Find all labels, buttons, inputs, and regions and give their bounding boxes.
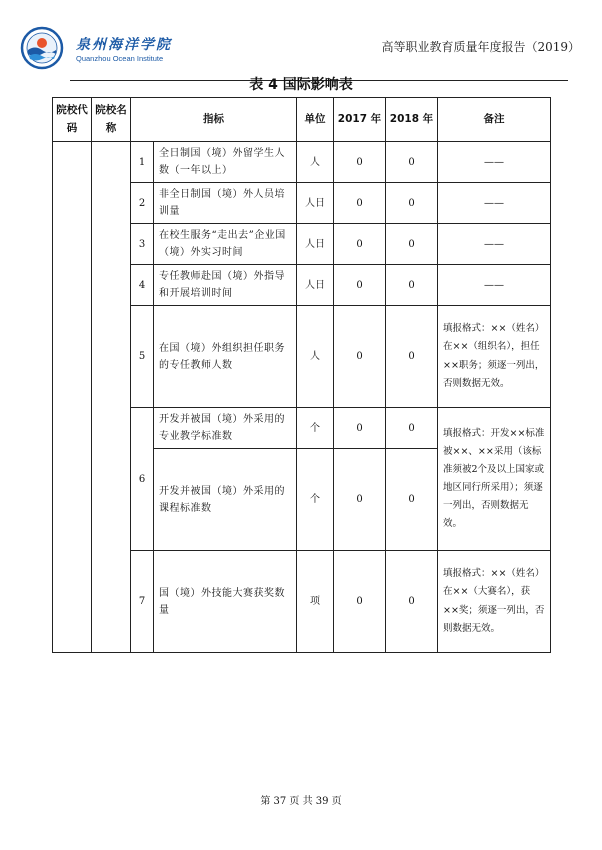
value-2018-cell: 0 (386, 551, 438, 653)
indicator-cell: 专任教师赴国（境）外指导和开展培训时间 (154, 265, 297, 306)
logo-text-en: Quanzhou Ocean Institute (76, 54, 164, 63)
remark-cell: 填报格式：××（姓名）在××（大赛名），获××奖；须逐一列出，否则数据无效。 (438, 551, 551, 653)
value-2018-cell: 0 (386, 265, 438, 306)
row-number: 5 (131, 306, 154, 408)
col-header-remark: 备注 (438, 98, 551, 142)
unit-cell: 人日 (297, 265, 334, 306)
row-number: 4 (131, 265, 154, 306)
col-header-name: 院校名称 (92, 98, 131, 142)
value-2018-cell: 0 (386, 142, 438, 183)
col-header-indicator: 指标 (131, 98, 297, 142)
unit-cell: 个 (297, 408, 334, 449)
value-2017-cell: 0 (334, 265, 386, 306)
value-2018-cell: 0 (386, 183, 438, 224)
table-caption: 表 4 国际影响表 (249, 77, 353, 93)
value-2017-cell: 0 (334, 306, 386, 408)
indicator-cell: 在校生服务“走出去”企业国（境）外实习时间 (154, 224, 297, 265)
logo-text-cn: 泉州海洋学院 (76, 37, 172, 53)
indicator-cell: 全日制国（境）外留学生人数（一年以上） (154, 142, 297, 183)
table-header-row (53, 98, 551, 142)
value-2017-cell: 0 (334, 551, 386, 653)
remark-cell: 填报格式：开发××标准被××、××采用（该标准须被2个及以上国家或地区同行所采用）；须逐一列出，否则数据无效。 (438, 408, 551, 551)
indicator-cell: 开发并被国（境）外采用的专业教学标准数 (154, 408, 297, 449)
remark-cell: —— (438, 183, 551, 224)
remark-cell: —— (438, 265, 551, 306)
indicator-cell: 国（境）外技能大赛获奖数量 (154, 551, 297, 653)
col-header-code: 院校代码 (53, 98, 92, 142)
report-title: 高等职业教育质量年度报告（2019） (381, 40, 580, 54)
value-2018-cell: 0 (386, 306, 438, 408)
col-header-2018: 2018 年 (386, 98, 438, 142)
page-header (18, 26, 584, 68)
col-header-unit: 单位 (297, 98, 334, 142)
page-number: 第 37 页 共 39 页 (260, 796, 342, 807)
unit-cell: 人 (297, 306, 334, 408)
value-2018-cell: 0 (386, 449, 438, 551)
unit-cell: 项 (297, 551, 334, 653)
row-number: 7 (131, 551, 154, 653)
value-2017-cell: 0 (334, 449, 386, 551)
row-number: 6 (131, 408, 154, 551)
remark-cell: —— (438, 224, 551, 265)
table-row (53, 142, 551, 183)
institute-name-cell (92, 142, 131, 653)
international-influence-table (52, 97, 551, 653)
indicator-cell: 开发并被国（境）外采用的课程标准数 (154, 449, 297, 551)
row-number: 3 (131, 224, 154, 265)
value-2017-cell: 0 (334, 224, 386, 265)
unit-cell: 人日 (297, 224, 334, 265)
value-2017-cell: 0 (334, 183, 386, 224)
remark-cell: 填报格式：××（姓名）在××（组织名），担任××职务；须逐一列出，否则数据无效。 (438, 306, 551, 408)
row-number: 1 (131, 142, 154, 183)
value-2017-cell: 0 (334, 408, 386, 449)
remark-cell: —— (438, 142, 551, 183)
unit-cell: 人日 (297, 183, 334, 224)
institute-code-cell (53, 142, 92, 653)
unit-cell: 个 (297, 449, 334, 551)
row-number: 2 (131, 183, 154, 224)
value-2018-cell: 0 (386, 224, 438, 265)
value-2018-cell: 0 (386, 408, 438, 449)
indicator-cell: 在国（境）外组织担任职务的专任教师人数 (154, 306, 297, 408)
col-header-2017: 2017 年 (334, 98, 386, 142)
indicator-cell: 非全日制国（境）外人员培训量 (154, 183, 297, 224)
unit-cell: 人 (297, 142, 334, 183)
value-2017-cell: 0 (334, 142, 386, 183)
institute-logo (18, 26, 68, 70)
